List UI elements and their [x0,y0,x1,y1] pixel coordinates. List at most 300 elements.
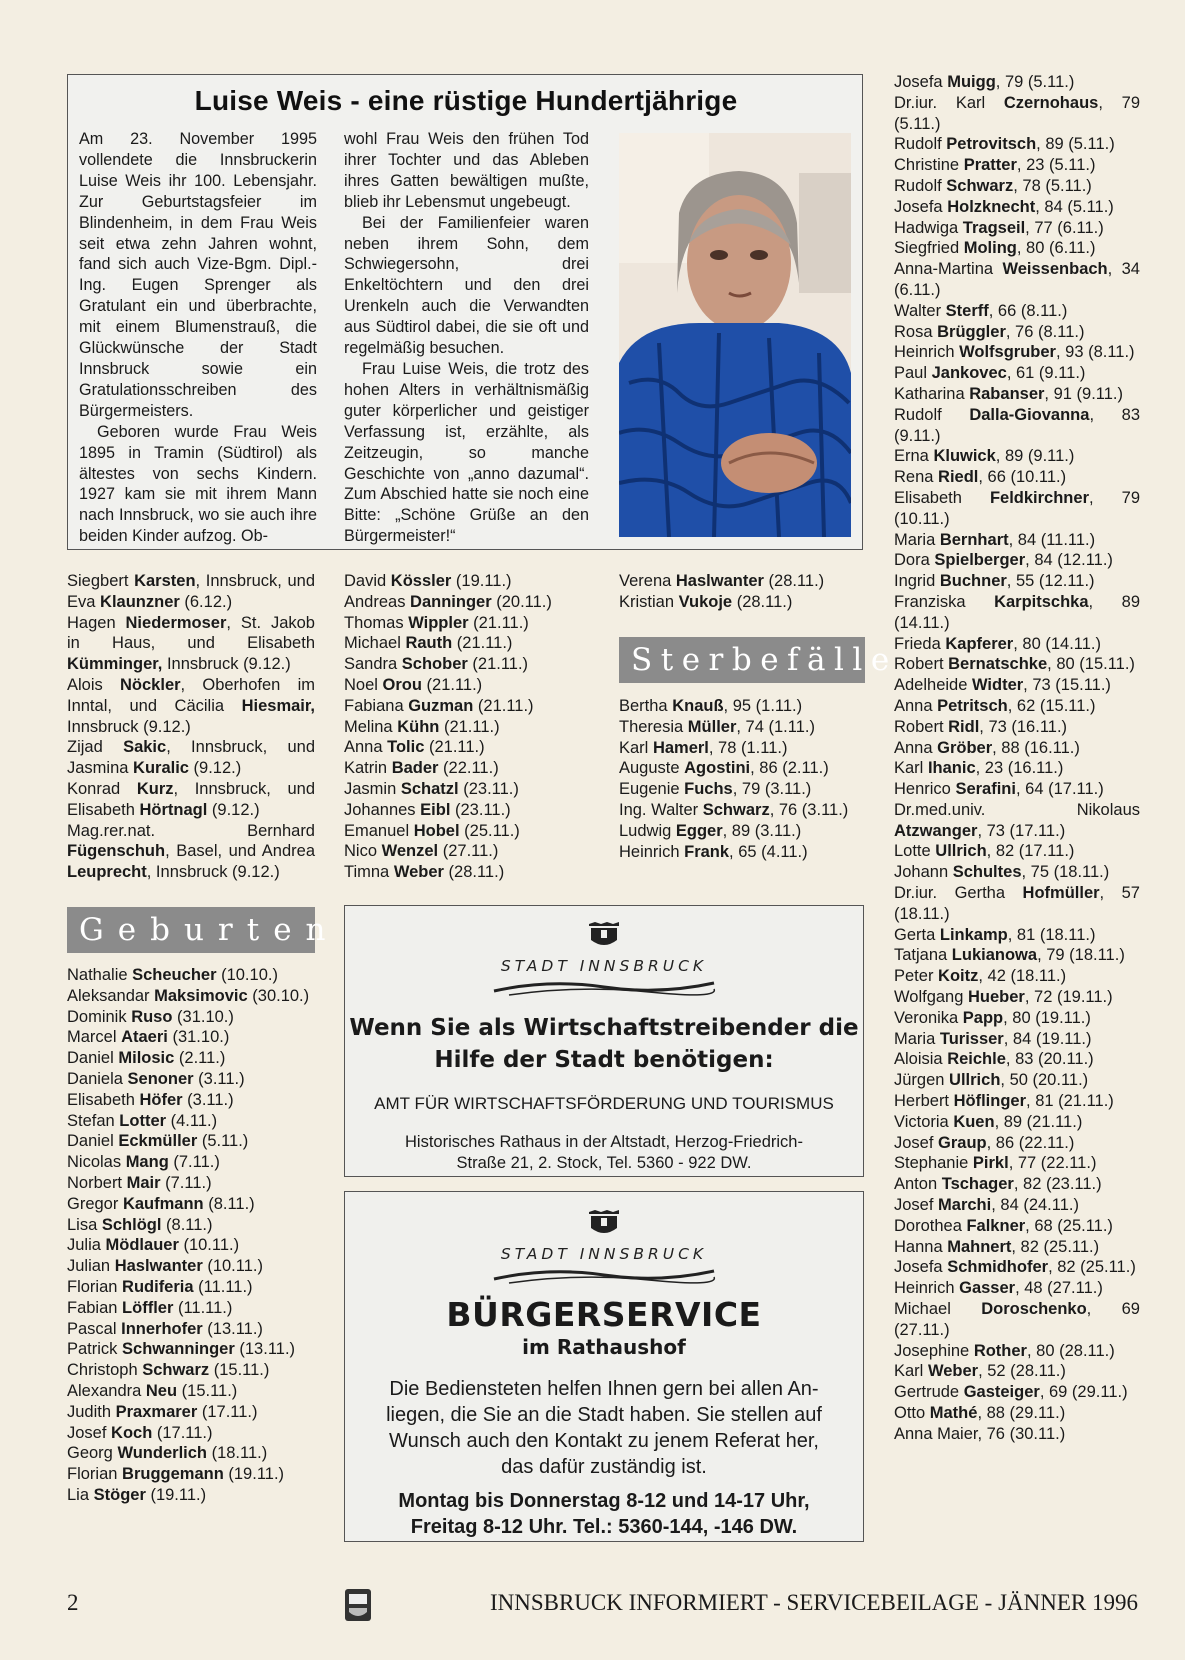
surname: Ihanic [927,759,976,778]
surname: Höflinger [953,1092,1027,1111]
entry-detail: (31.10.) [172,1007,234,1026]
surname: Petrovitsch [946,135,1037,154]
first-name: Daniela [67,1069,128,1088]
surname: Schwanninger [122,1340,235,1359]
birth-entry [67,1027,317,1048]
birth-entry [344,696,599,717]
entry-detail: , 89 (3.11.) [722,821,802,840]
city-crest-icon [587,920,621,950]
entry-detail: (2.11.) [174,1049,226,1068]
entry-detail: , 80 (6.11.) [1016,239,1096,258]
death-entry [894,1424,1140,1445]
description-line: Wunsch auch den Kontakt zu jenem Referat her, [389,1430,819,1452]
first-name: Karl [894,1362,928,1381]
first-name: Bertha [619,697,673,715]
marriages-list-3 [619,571,869,613]
first-name: Georg [67,1444,118,1463]
first-name: Katharina [894,384,970,403]
surname: Ridl [948,717,980,736]
surname: Buchner [939,572,1007,591]
entry-detail: , 80 (14.11.) [1013,634,1101,653]
birth-entry [344,592,599,613]
hours-line: Montag bis Donnerstag 8-12 und 14-17 Uhr, [398,1490,810,1512]
entry-detail: , 95 (1.11.) [723,697,803,715]
office-name: AMT FÜR WIRTSCHAFTSFÖRDERUNG UND TOURISMUS [374,1094,834,1113]
surname: Tschager [941,1175,1014,1194]
first-name: Theresia [619,717,688,736]
entry-detail: , 73 (17.11.) [977,821,1066,840]
death-entry [894,301,1140,322]
entry-detail: , 73 (15.11.) [1023,676,1111,695]
office-address [345,1132,863,1174]
entry-detail: (13.11.) [234,1340,296,1359]
surname: Senoner [127,1069,194,1088]
first-name: Anna [894,696,938,715]
entry-detail: , 84 (12.11.) [1025,551,1113,570]
death-entry [894,1195,1140,1216]
first-name: Stefan [67,1111,120,1130]
first-name: Andreas [344,592,411,611]
entry-detail: (30.10.) [247,986,310,1005]
birth-entry [67,1423,317,1444]
entry-detail: , 64 (17.11.) [1015,780,1104,799]
marriage-entry: Mag.rer.nat. Bernhard Fügenschuh, Basel, und Andrea Leuprecht, Innsbruck (9.12.) [67,821,315,882]
death-entry [894,841,1140,862]
surname: Pratter [963,156,1017,175]
entry-detail: (28.11.) [763,572,825,590]
first-name: Johann [894,863,953,882]
entry-detail: , 75 (18.11.) [1021,863,1110,882]
first-name: Walter [894,301,946,320]
death-entry [894,945,1140,966]
first-name: Josefa [894,1258,948,1277]
entry-detail: , 89 (21.11.) [994,1112,1083,1131]
entry-detail: (15.11.) [177,1381,238,1400]
surname: Ullrich [935,842,987,861]
surname: Mathé [929,1404,978,1422]
surname: Pirkl [972,1154,1009,1173]
entry-detail: (17.11.) [197,1402,258,1421]
entry-detail: , 80 (15.11.) [1047,655,1135,674]
surname: Koch [111,1423,153,1442]
first-name: Adelheide [894,676,972,695]
article-paragraph: Bei der Familienfeier waren neben ihrem Sohn, dem Schwiegersohn, drei Enkeltöchtern und den drei Urenkeln auch die Verwandten aus Südtirol dabei, die sie oft und regelmäßig besuchen. [344,213,589,358]
death-entry [894,218,1140,239]
entry-detail: (31.10.) [167,1028,230,1047]
first-name: Josefa [894,197,948,216]
entry-detail: (10.10.) [216,966,278,984]
entry-detail: , 68 (25.11.) [1025,1216,1113,1235]
first-name: Herbert [894,1092,954,1111]
surname: Mödlauer [105,1236,179,1255]
entry-detail: (7.11.) [168,1153,220,1172]
deaths-list-2 [894,72,1140,1445]
surname: Rudiferia [122,1277,194,1296]
entry-detail: , 52 (28.11.) [978,1362,1066,1381]
description-line: das dafür zuständig ist. [501,1456,707,1478]
marriage-entry: Alois Nöckler, Oberhofen im Inntal, und Cäcilia Hiesmair, Innsbruck (9.12.) [67,675,315,736]
first-name: Maria [894,530,940,549]
birth-entry [67,1298,317,1319]
first-name: Robert [894,655,949,674]
first-name: Heinrich [894,343,960,362]
surname: Bader [391,759,439,778]
surname: Eckmüller [118,1132,198,1151]
surname: Neu [145,1381,178,1400]
death-entry [894,1153,1140,1174]
first-name: Ing. Walter [619,800,703,819]
first-name: Ludwig [619,821,676,840]
first-name: Otto [894,1404,930,1422]
first-name: Fabiana [344,696,409,715]
surname: Wippler [408,613,469,632]
first-name: Verena [619,572,676,590]
article-column-2 [344,129,589,547]
entry-detail: , 84 (11.11.) [1008,530,1096,549]
entry-detail: , 66 (8.11.) [988,301,1068,320]
first-name: Norbert [67,1173,127,1192]
surname: Hueber [968,988,1025,1007]
first-name: Eugenie [619,780,685,799]
first-name: Josef [67,1423,112,1442]
first-name: Heinrich [894,1279,960,1298]
surname: Tragseil [962,218,1026,237]
entry-detail: , 77 (6.11.) [1025,218,1104,237]
first-name: Christine [894,156,964,175]
birth-entry [67,1485,317,1506]
first-name: Emanuel [344,821,414,840]
death-entry [894,1216,1140,1237]
first-name: Anna-Martina [894,260,1003,279]
first-name: Johannes [344,800,421,819]
entry-detail: (27.11.) [438,842,499,861]
death-entry [894,654,1140,675]
surname: Guzman [408,696,474,715]
birth-entry [619,592,869,613]
first-name: Jürgen [894,1071,950,1090]
city-crest-icon [587,1208,621,1238]
first-name: Auguste [619,759,685,778]
entry-detail: (19.11.) [145,1485,207,1504]
ad-headline-line: Hilfe der Stadt benötigen: [434,1047,774,1073]
death-entry [894,446,1140,467]
first-name: Daniel [67,1132,119,1151]
first-name: Dominik [67,1007,132,1026]
entry-detail: (8.11.) [203,1194,255,1213]
article-paragraph: Frau Luise Weis, die trotz des hohen Alters in verhältnismäßig guter körperlicher und geistiger Verfassung ist, erzählte, als Zeitzeugin, so manche Geschichte von „anno dazumal“. Zum Abschied hatte sie noch eine Bitte: „Schöne Grüße an den Bürgermeister!“ [344,359,589,546]
birth-entry [67,1194,317,1215]
death-entry [894,738,1140,759]
surname: Doroschenko [981,1300,1087,1319]
first-name: Hadwiga [894,218,963,237]
surname: Reichle [947,1050,1006,1069]
logo-swash-icon [489,1263,719,1285]
service-description [345,1376,863,1480]
entry-detail: (28.11.) [443,863,505,882]
entry-detail: , 73 (16.11.) [979,717,1068,736]
death-entry [894,1341,1140,1362]
first-name: Dora [894,551,935,570]
death-entry [894,800,1140,842]
entry-detail: , 72 (19.11.) [1024,988,1113,1007]
first-name: Katrin [344,759,392,778]
first-name: Nico [344,842,382,861]
surname: Weber [393,863,444,882]
first-name: Elisabeth [894,488,990,507]
logo-swash-icon [489,975,719,997]
first-name: Fabian [67,1298,123,1317]
first-name: Maria [894,1029,940,1048]
first-name: Jasmin [344,779,401,798]
entry-detail: , 89 (5.11.) [1036,135,1115,154]
surname: Moling [963,239,1017,258]
first-name: Rudolf [894,176,947,195]
marriage-entry: Konrad Kurz, Innsbruck, und Elisabeth Hörtnagl (9.12.) [67,779,316,819]
birth-entry [67,1443,317,1464]
first-name: Alexandra [67,1381,146,1400]
surname: Weber [927,1362,979,1381]
surname: Kühn [397,717,440,736]
entry-detail: , 78 (5.11.) [1013,176,1092,195]
first-name: Karl [894,759,928,778]
entry-detail: , 77 (22.11.) [1008,1154,1097,1173]
first-name: Siegfried [894,239,964,258]
surname: Rauth [405,634,453,653]
entry-detail: , 50 (20.11.) [1000,1071,1089,1090]
entry-detail: , 82 (25.11.) [1048,1258,1136,1277]
birth-entry [67,1339,317,1360]
surname: Atzwanger [894,821,978,840]
death-entry [894,1361,1140,1382]
portrait-photo-drawing [619,133,851,537]
entry-detail: , 82 (17.11.) [986,842,1075,861]
first-name: Dr.med.univ. Nikolaus [894,800,1140,819]
death-entry [894,717,1140,738]
birth-entry [67,1464,317,1485]
article-title: Luise Weis - eine rüstige Hundertjährige [194,85,738,116]
surname: Kapferer [945,634,1014,653]
marriage-entry: Siegbert Karsten, Innsbruck, und Eva Klaunzner (6.12.) [67,572,315,611]
birth-entry [67,1090,317,1111]
first-name: Tatjana [894,946,952,965]
entry-detail: (25.11.) [459,821,520,840]
feature-article [67,74,863,550]
entry-detail: (21.11.) [439,717,500,736]
surname: Widter [971,676,1024,695]
birth-entry [67,1256,317,1277]
entry-detail: , 91 (9.11.) [1044,384,1123,403]
entry-detail: (10.11.) [178,1236,240,1255]
first-name: Gregor [67,1194,123,1213]
entry-detail: , 81 (18.11.) [1007,925,1096,944]
first-name: Josef [894,1196,939,1215]
surname: Gasteiger [963,1383,1040,1402]
first-name: Lisa [67,1215,102,1234]
first-name: Marcel [67,1028,122,1047]
surname: Maksimovic [154,986,248,1005]
death-entry [894,1237,1140,1258]
surname: Rother [973,1341,1027,1360]
surname: Scheucher [132,966,217,984]
death-entry [894,592,1140,634]
surname: Turisser [939,1029,1004,1048]
surname: Höfer [139,1090,183,1109]
first-name: Robert [894,717,949,736]
death-entry [894,259,1140,301]
first-name: Peter [894,967,939,986]
surname: Ruso [131,1007,173,1026]
publication-title: INNSBRUCK INFORMIERT - SERVICEBEILAGE - JÄNNER 1996 [489,1590,1138,1615]
entry-detail: , 80 (19.11.) [1003,1008,1091,1027]
surname: Hamerl [652,738,709,757]
birth-entry [344,571,599,592]
entry-detail: , 83 (20.11.) [1005,1050,1094,1069]
entry-detail: , 79 (5.11.) [894,93,1140,133]
death-entry [894,1382,1140,1403]
entry-detail: , 89 (14.11.) [894,592,1140,632]
entry-detail: (17.11.) [152,1423,213,1442]
entry-detail: , 76 (8.11.) [1005,322,1085,341]
surname: Vukoje [678,592,733,611]
first-name: Julian [67,1257,115,1276]
article-paragraph: Geboren wurde Frau Weis 1895 in Tramin (Südtirol) als ältestes von sechs Kindern. 1927 kam sie mit ihrem Mann nach Innsbruck, wo sie auch ihre beiden Kinder aufzog. Ob- [79,422,317,546]
entry-detail: (21.11.) [473,696,534,715]
city-logo-text: STADT INNSBRUCK [500,1245,708,1263]
death-entry [894,550,1140,571]
first-name: Erna [894,447,934,466]
first-name: Dr.iur. Gertha [894,884,1023,903]
birth-entry [67,1319,317,1340]
service-subtitle: im Rathaushof [522,1335,686,1359]
death-entry [894,1299,1140,1341]
first-name: Paul [894,364,932,383]
birth-entry [344,654,599,675]
birth-entry [344,758,599,779]
first-name: Melina [344,717,398,736]
entry-detail: , 79 (10.11.) [894,488,1140,528]
entry-detail: , 57 (18.11.) [894,884,1140,923]
death-entry [894,758,1140,779]
surname: Bernatschke [948,655,1048,674]
death-entry [894,966,1140,987]
surname: Schwarz [142,1361,210,1380]
surname: Haslwanter [114,1257,203,1276]
surname: Spielberger [934,551,1026,570]
surname: Schwarz [702,800,770,819]
death-entry [894,1278,1140,1299]
death-entry [894,1257,1140,1278]
first-name: Franziska [894,592,995,611]
first-name: Judith [67,1402,116,1421]
first-name: Noel [344,675,383,694]
entry-detail: (11.11.) [193,1277,253,1296]
death-entry [894,883,1140,925]
opening-hours [345,1488,863,1540]
first-name: Victoria [894,1112,954,1131]
surname: Haslwanter [675,572,764,590]
entry-detail: , 66 (10.11.) [978,468,1067,487]
death-entry [619,696,869,717]
births-heading: Geburten [67,907,315,953]
entry-detail: (28.11.) [732,592,793,611]
surname: Mang [125,1153,169,1172]
first-name: Wolfgang [894,988,968,1007]
first-name: Michael [344,634,406,653]
first-name: Pascal [67,1319,122,1338]
business-support-ad [344,905,864,1177]
first-name: Gerta [894,925,940,944]
first-name: Christoph [67,1361,143,1380]
entry-detail: (21.11.) [424,738,485,757]
entry-detail: (19.11.) [451,572,512,590]
birth-entry [67,1048,317,1069]
first-name: Nathalie [67,966,133,984]
surname: Lotter [119,1111,167,1130]
surname: Schatzl [400,779,459,798]
first-name: Rudolf [894,405,970,424]
birth-entry [67,1007,317,1028]
death-entry [894,571,1140,592]
surname: Holzknecht [947,197,1036,216]
entry-detail: (19.11.) [223,1465,285,1484]
first-name: Anna Maier, 76 (30.11.) [894,1424,1066,1443]
death-entry [894,1029,1140,1050]
surname: Schultes [952,863,1022,882]
death-entry [894,93,1140,135]
entry-detail: , 82 (25.11.) [1011,1237,1100,1256]
entry-detail: (11.11.) [173,1298,233,1317]
entry-detail: (4.11.) [166,1111,218,1130]
death-entry [894,322,1140,343]
entry-detail: (20.11.) [491,592,552,611]
first-name: Lotte [894,842,936,861]
surname: Frank [684,842,730,861]
birth-entry [67,1277,317,1298]
surname: Czernohaus [1003,93,1099,112]
death-entry [619,758,869,779]
entry-detail: , 81 (21.11.) [1026,1092,1114,1111]
death-entry [894,987,1140,1008]
birth-entry [67,1131,317,1152]
first-name: Frieda [894,634,946,653]
surname: Wunderlich [117,1444,207,1463]
death-entry [894,384,1140,405]
first-name: Heinrich [619,842,685,861]
first-name: Karl [619,738,653,757]
death-entry [619,779,869,800]
deaths-list-1 [619,696,869,862]
surname: Gröber [937,738,993,757]
surname: Lukianowa [951,946,1038,965]
death-entry [894,675,1140,696]
death-entry [894,1403,1140,1424]
death-entry [894,696,1140,717]
surname: Brüggler [937,322,1006,341]
death-entry [894,134,1140,155]
first-name: Veronika [894,1008,963,1027]
birth-entry [67,1381,317,1402]
surname: Bruggemann [122,1465,224,1484]
first-name: Kristian [619,592,679,611]
marriages-list-1 [67,571,315,883]
birth-entry [344,779,599,800]
entry-detail: , 86 (22.11.) [986,1133,1075,1152]
first-name: Henrico [894,780,956,799]
birth-entry [344,862,599,883]
first-name: Dr.iur. Karl [894,93,1004,112]
entry-detail: , 76 (3.11.) [769,800,849,819]
birth-entry [67,1152,317,1173]
